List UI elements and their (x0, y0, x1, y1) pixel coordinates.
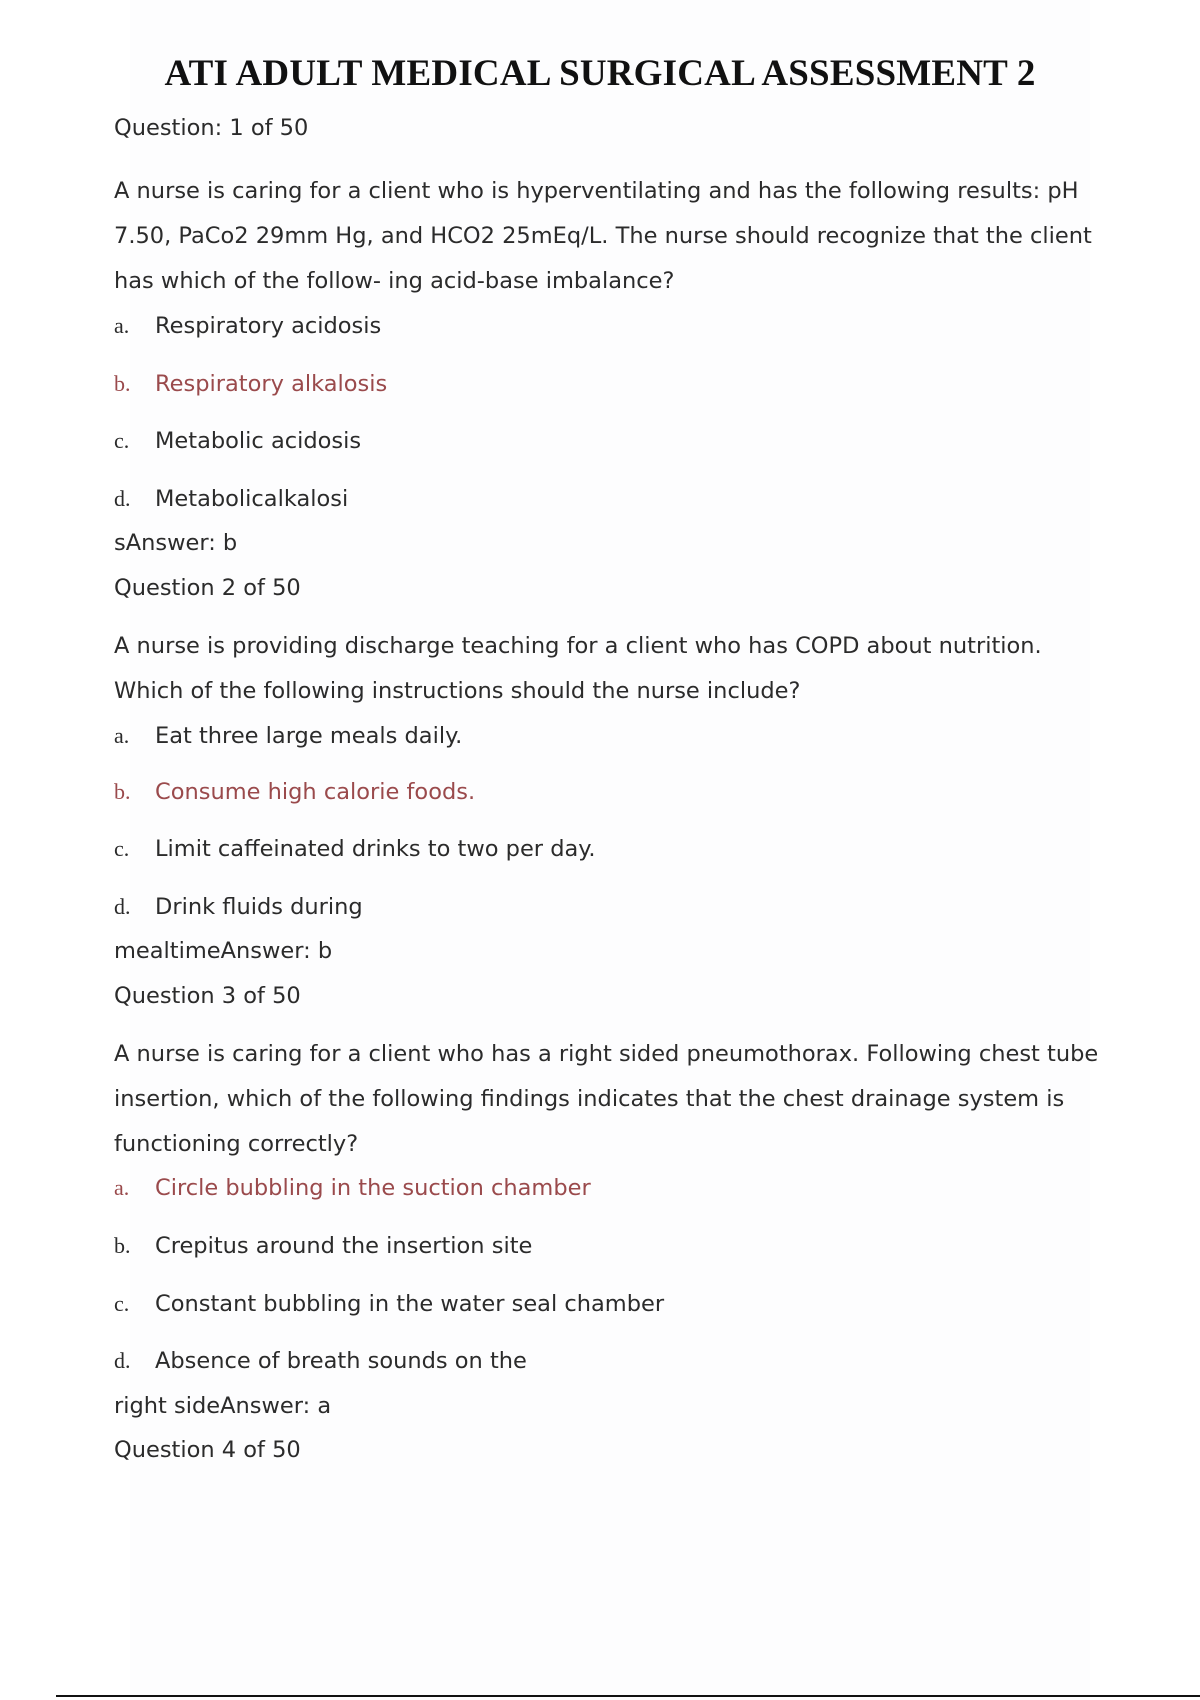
question-4-header: Question 4 of 50 (114, 1437, 301, 1463)
question-1-answer: sAnswer: b (114, 530, 238, 556)
question-3-option-c: c. Constant bubbling in the water seal chamber (114, 1291, 665, 1317)
question-2-answer: mealtimeAnswer: b (114, 938, 333, 964)
question-2-stem-line-1: A nurse is providing discharge teaching for a client who has COPD about nutrition. (114, 633, 1042, 659)
question-3-header: Question 3 of 50 (114, 983, 301, 1009)
question-3-stem-line-3: functioning correctly? (114, 1131, 359, 1157)
question-2-stem-line-2: Which of the following instructions should the nurse include? (114, 678, 801, 704)
question-3-stem-line-1: A nurse is caring for a client who has a right sided pneumothorax. Following chest tube (114, 1041, 1099, 1067)
question-3-option-b: b. Crepitus around the insertion site (114, 1233, 533, 1259)
question-3-answer: right sideAnswer: a (114, 1393, 332, 1419)
question-3-option-d: d. Absence of breath sounds on the (114, 1348, 527, 1374)
question-1-option-b: b. Respiratory alkalosis (114, 371, 388, 397)
question-1-option-c: c. Metabolic acidosis (114, 428, 362, 454)
question-3-stem-line-2: insertion, which of the following findings indicates that the chest drainage system is (114, 1086, 1065, 1112)
footer-rule (56, 1695, 1200, 1697)
question-1-stem-line-2: 7.50, PaCo2 29mm Hg, and HCO2 25mEq/L. The nurse should recognize that the client (114, 223, 1092, 249)
question-1-option-d: d. Metabolicalkalosi (114, 486, 349, 512)
document-title: ATI ADULT MEDICAL SURGICAL ASSESSMENT 2 (164, 53, 1036, 94)
question-2-option-b: b. Consume high calorie foods. (114, 779, 476, 805)
question-3-option-a: a. Circle bubbling in the suction chamber (114, 1175, 591, 1201)
question-1-stem-line-3: has which of the follow- ing acid-base imbalance? (114, 268, 675, 294)
question-1-header: Question: 1 of 50 (114, 115, 309, 141)
question-2-option-c: c. Limit caffeinated drinks to two per day. (114, 836, 596, 862)
question-1-option-a: a. Respiratory acidosis (114, 313, 382, 339)
question-2-option-a: a. Eat three large meals daily. (114, 723, 463, 749)
question-1-stem-line-1: A nurse is caring for a client who is hyperventilating and has the following results: pH (114, 178, 1079, 204)
question-2-option-d: d. Drink fluids during (114, 894, 363, 920)
question-2-header: Question 2 of 50 (114, 575, 301, 601)
